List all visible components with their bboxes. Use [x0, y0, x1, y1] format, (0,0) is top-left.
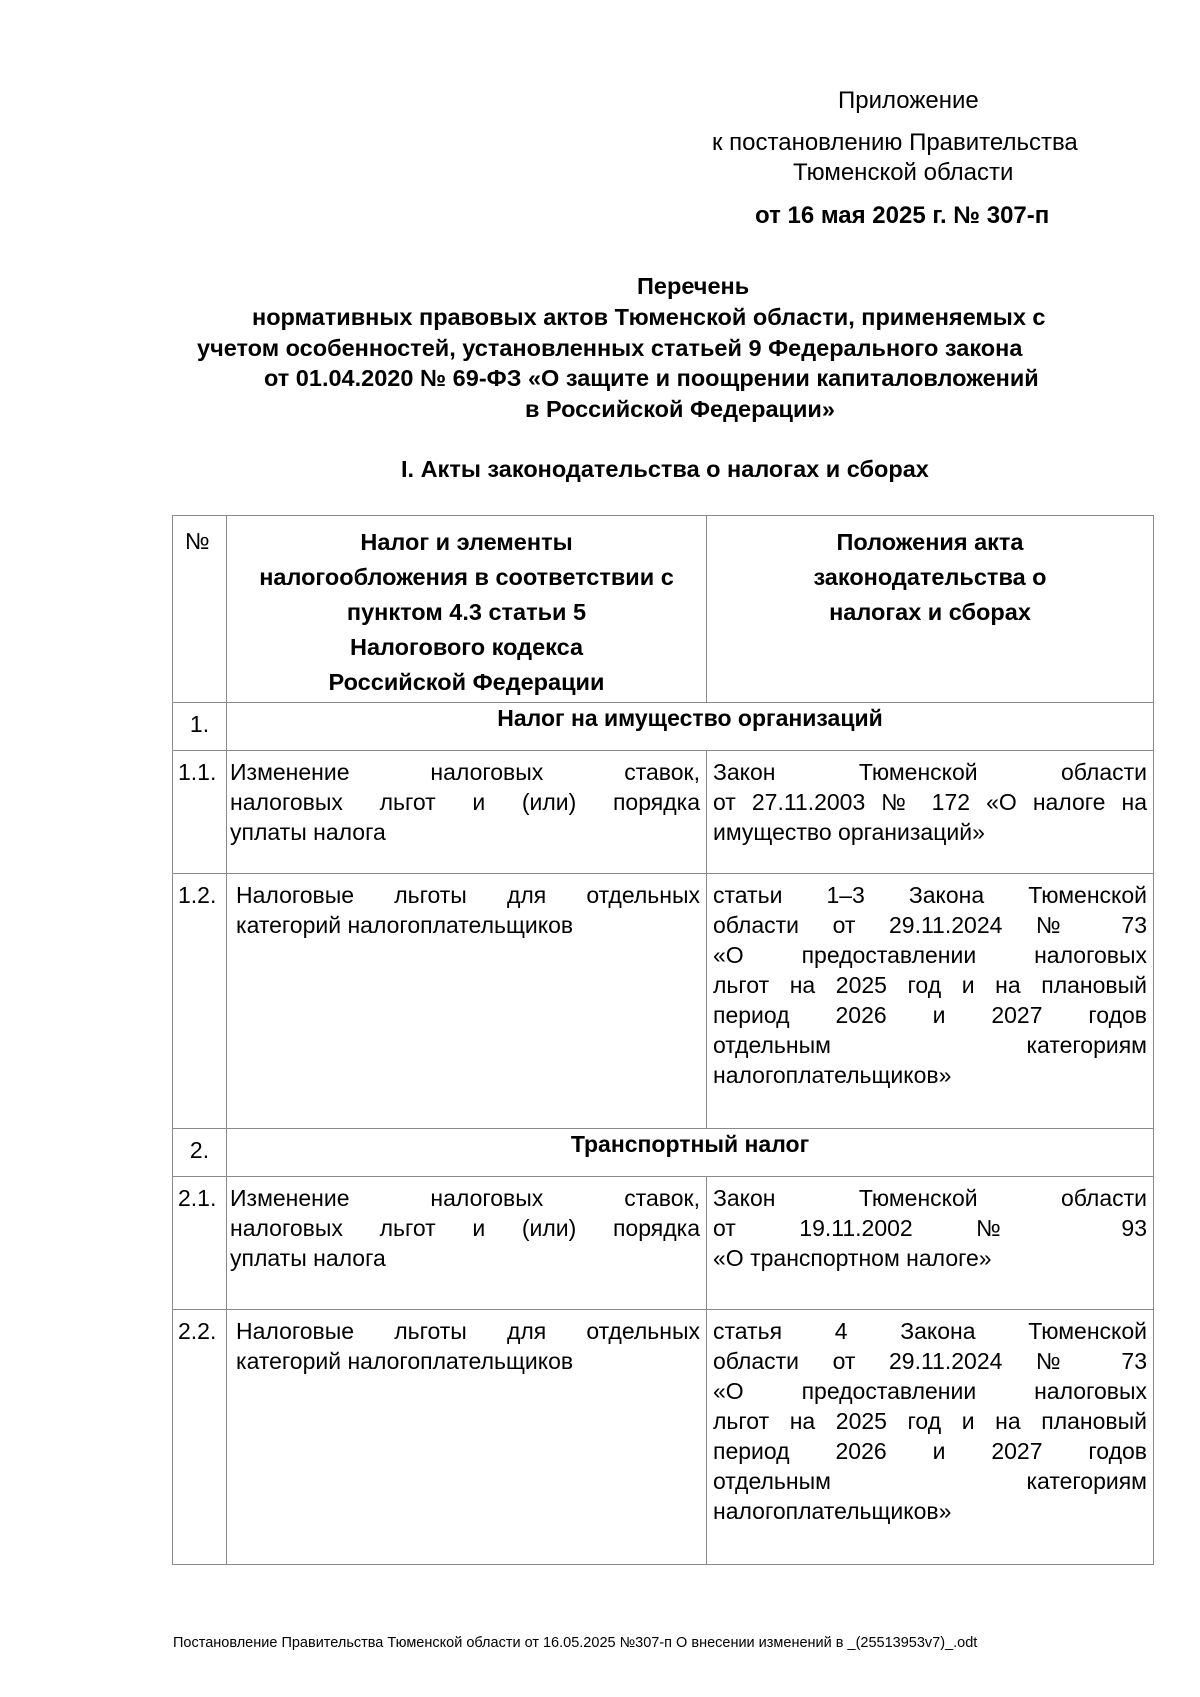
row-number: 1.1. [173, 751, 227, 874]
group-number: 1. [173, 703, 227, 751]
row-element: Налоговые льготы для отдельных категорий налогоплательщиков [227, 874, 707, 1129]
document-title-line4: от 01.04.2020 № 69-ФЗ «О защите и поощрении капиталовложений [264, 365, 1039, 391]
row-element: Изменение налоговых ставок, налоговых льгот и (или) порядка уплаты налога [227, 1177, 707, 1310]
table-header-row [173, 516, 1154, 703]
table-group-row [173, 703, 1154, 751]
section-heading: I. Акты законодательства о налогах и сборах [401, 456, 929, 482]
document-title-line1: Перечень [637, 273, 750, 299]
table-row [173, 751, 1154, 874]
document-title-line2: нормативных правовых актов Тюменской области, применяемых с [252, 304, 1046, 330]
appendix-recipient-line2: Тюменской области [793, 159, 1014, 186]
appendix-label: Приложение [838, 87, 979, 114]
header-num: № [173, 516, 227, 703]
document-title-line5: в Российской Федерации» [525, 396, 835, 422]
header-act-provisions: Положения акта законодательства о налогах и сборах [707, 516, 1154, 703]
header-tax-elements: Налог и элементы налогообложения в соответствии с пунктом 4.3 статьи 5 Налогового кодекса Российской Федерации [227, 516, 707, 703]
row-act: Закон Тюменской области от 27.11.2003 № 172 «О налоге на имущество организаций» [707, 751, 1154, 874]
table-row [173, 1177, 1154, 1310]
row-number: 1.2. [173, 874, 227, 1129]
table-row [173, 874, 1154, 1129]
acts-table [172, 515, 1154, 1565]
appendix-recipient-line1: к постановлению Правительства [712, 129, 1078, 156]
row-element: Налоговые льготы для отдельных категорий налогоплательщиков [227, 1310, 707, 1565]
group-title: Налог на имущество организаций [227, 703, 1154, 751]
document-title-line3: учетом особенностей, установленных статьей 9 Федерального закона [197, 335, 1023, 361]
appendix-date: от 16 мая 2025 г. № 307-п [755, 202, 1050, 229]
row-number: 2.1. [173, 1177, 227, 1310]
row-act: Закон Тюменской области от 19.11.2002 № 93 «О транспортном налоге» [707, 1177, 1154, 1310]
row-act: статьи 1–3 Закона Тюменской области от 29.11.2024 № 73 «О предоставлении налоговых льгот на 2025 год и на плановый период 2026 и 2027 годов отдельным категориям налогоплательщиков» [707, 874, 1154, 1129]
row-number: 2.2. [173, 1310, 227, 1565]
row-element: Изменение налоговых ставок, налоговых льгот и (или) порядка уплаты налога [227, 751, 707, 874]
table-row [173, 1310, 1154, 1565]
row-act: статья 4 Закона Тюменской области от 29.11.2024 № 73 «О предоставлении налоговых льгот на 2025 год и на плановый период 2026 и 2027 годов отдельным категориям налогоплательщиков» [707, 1310, 1154, 1565]
group-title: Транспортный налог [227, 1129, 1154, 1177]
group-number: 2. [173, 1129, 227, 1177]
document-footer: Постановление Правительства Тюменской области от 16.05.2025 №307-п О внесении изменений в _(25513953v7)_.odt [173, 1635, 978, 1651]
table-group-row [173, 1129, 1154, 1177]
